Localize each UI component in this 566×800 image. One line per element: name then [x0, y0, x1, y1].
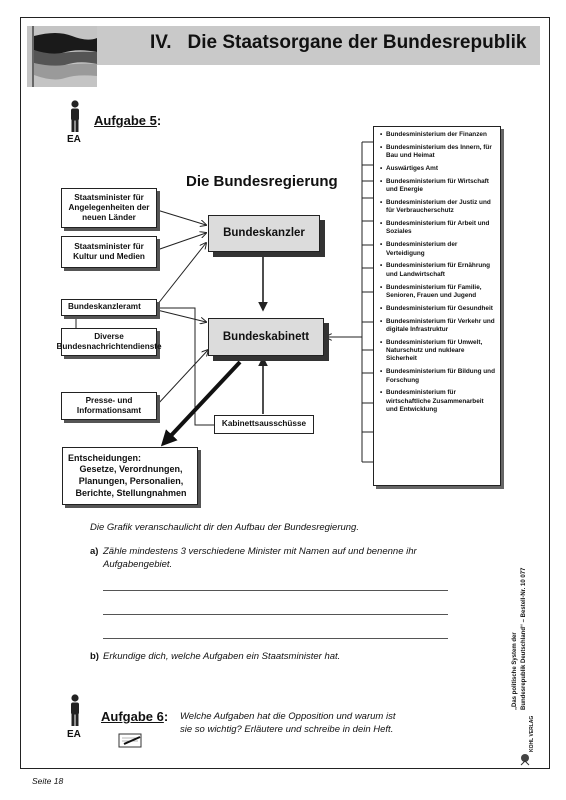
- ministry-item: • Bundesministerium für Verkehr und digitale Infrastruktur: [380, 318, 495, 335]
- ministry-item: • Bundesministerium für Wirtschaft und Energie: [380, 178, 495, 195]
- answer-line: [103, 638, 448, 639]
- ministry-item: • Bundesministerium für Gesundheit: [380, 305, 495, 313]
- question-a-line2: Aufgabengebiet.: [103, 559, 173, 570]
- decisions-title: Entscheidungen:: [68, 452, 142, 463]
- task6-line2: sie so wichtig? Erläutere und schreibe in dein Heft.: [180, 724, 394, 735]
- box-bundeskanzler: Bundeskanzler: [208, 215, 320, 252]
- chapter-title: Die Staatsorgane der Bundesrepublik: [187, 32, 527, 53]
- answer-line: [103, 590, 448, 591]
- intro-text: Die Grafik veranschaulicht dir den Aufbau der Bundesregierung.: [90, 522, 359, 533]
- task6-heading: [101, 709, 168, 724]
- box-bundeskabinett: Bundeskabinett: [208, 318, 324, 356]
- box-entscheidungen: [62, 447, 198, 505]
- ministry-item: • Bundesministerium der Verteidigung: [380, 241, 495, 258]
- box-nachrichtendienste: Diverse Bundesnachrichtendienste: [61, 328, 157, 356]
- ministry-item: • Bundesministerium für Ernährung und Landwirtschaft: [380, 262, 495, 279]
- student-figure-icon: [68, 694, 82, 728]
- ministry-item: • Bundesministerium für Umwelt, Naturschutz und nukleare Sicherheit: [380, 339, 495, 364]
- task5-colon: :: [156, 113, 162, 128]
- publisher-logo-icon: [518, 752, 532, 766]
- box-presseamt: Presse- und Informationsamt: [61, 392, 157, 420]
- task6-colon: :: [163, 709, 169, 724]
- ministry-item: • Bundesministerium der Justiz und für Verbraucherschutz: [380, 199, 495, 216]
- answer-line: [103, 614, 448, 615]
- task6-label: Aufgabe 6: [101, 709, 164, 724]
- box-staatsminister-neue-laender: Staatsminister für Angelegenheiten der neuen Länder: [61, 188, 157, 228]
- box-staatsminister-kultur: Staatsminister für Kultur und Medien: [61, 236, 157, 268]
- question-a-line1: Zähle mindestens 3 verschiedene Minister mit Namen auf und benenne ihr: [103, 546, 417, 557]
- ministry-item: • Bundesministerium für Arbeit und Soziales: [380, 220, 495, 237]
- page-number: Seite 18: [32, 776, 64, 786]
- notebook-icon: [118, 733, 144, 749]
- side-text-line1: „Das politische System der: [512, 632, 518, 710]
- side-text-line2: Bundesrepublik Deutschland“ – Bestell-Nr. 10 077: [521, 567, 527, 710]
- diagram-title: Die Bundesregierung: [186, 173, 338, 190]
- ministries-list-box: [373, 126, 501, 486]
- box-kabinettsausschuesse: Kabinettsausschüsse: [214, 415, 314, 434]
- ministry-item: • Bundesministerium der Finanzen: [380, 131, 495, 139]
- ministries-list: [380, 131, 495, 414]
- ea-label-1: EA: [67, 134, 81, 145]
- ea-label-2: EA: [67, 729, 81, 740]
- task5-label: Aufgabe 5: [94, 113, 157, 128]
- ministry-item: • Bundesministerium des Innern, für Bau und Heimat: [380, 144, 495, 161]
- decisions-text: Gesetze, Verordnungen, Planungen, Personalien, Berichte, Stellungnahmen: [75, 464, 187, 498]
- ministry-item: • Bundesministerium für wirtschaftliche Zusammenarbeit und Entwicklung: [380, 389, 495, 414]
- box-bundeskanzleramt: Bundeskanzleramt: [61, 299, 157, 316]
- ministry-item: • Auswärtiges Amt: [380, 165, 495, 173]
- question-b-label: b): [90, 651, 99, 662]
- chapter-number: IV.: [150, 32, 172, 53]
- question-b-text: Erkundige dich, welche Aufgaben ein Staatsminister hat.: [103, 651, 341, 662]
- question-a-label: a): [90, 546, 99, 557]
- ministry-item: • Bundesministerium für Bildung und Forschung: [380, 368, 495, 385]
- publisher-label: KOHL VERLAG: [529, 715, 535, 752]
- task6-line1: Welche Aufgaben hat die Opposition und warum ist: [180, 711, 396, 722]
- ministry-item: • Bundesministerium für Familie, Senioren, Frauen und Jugend: [380, 284, 495, 301]
